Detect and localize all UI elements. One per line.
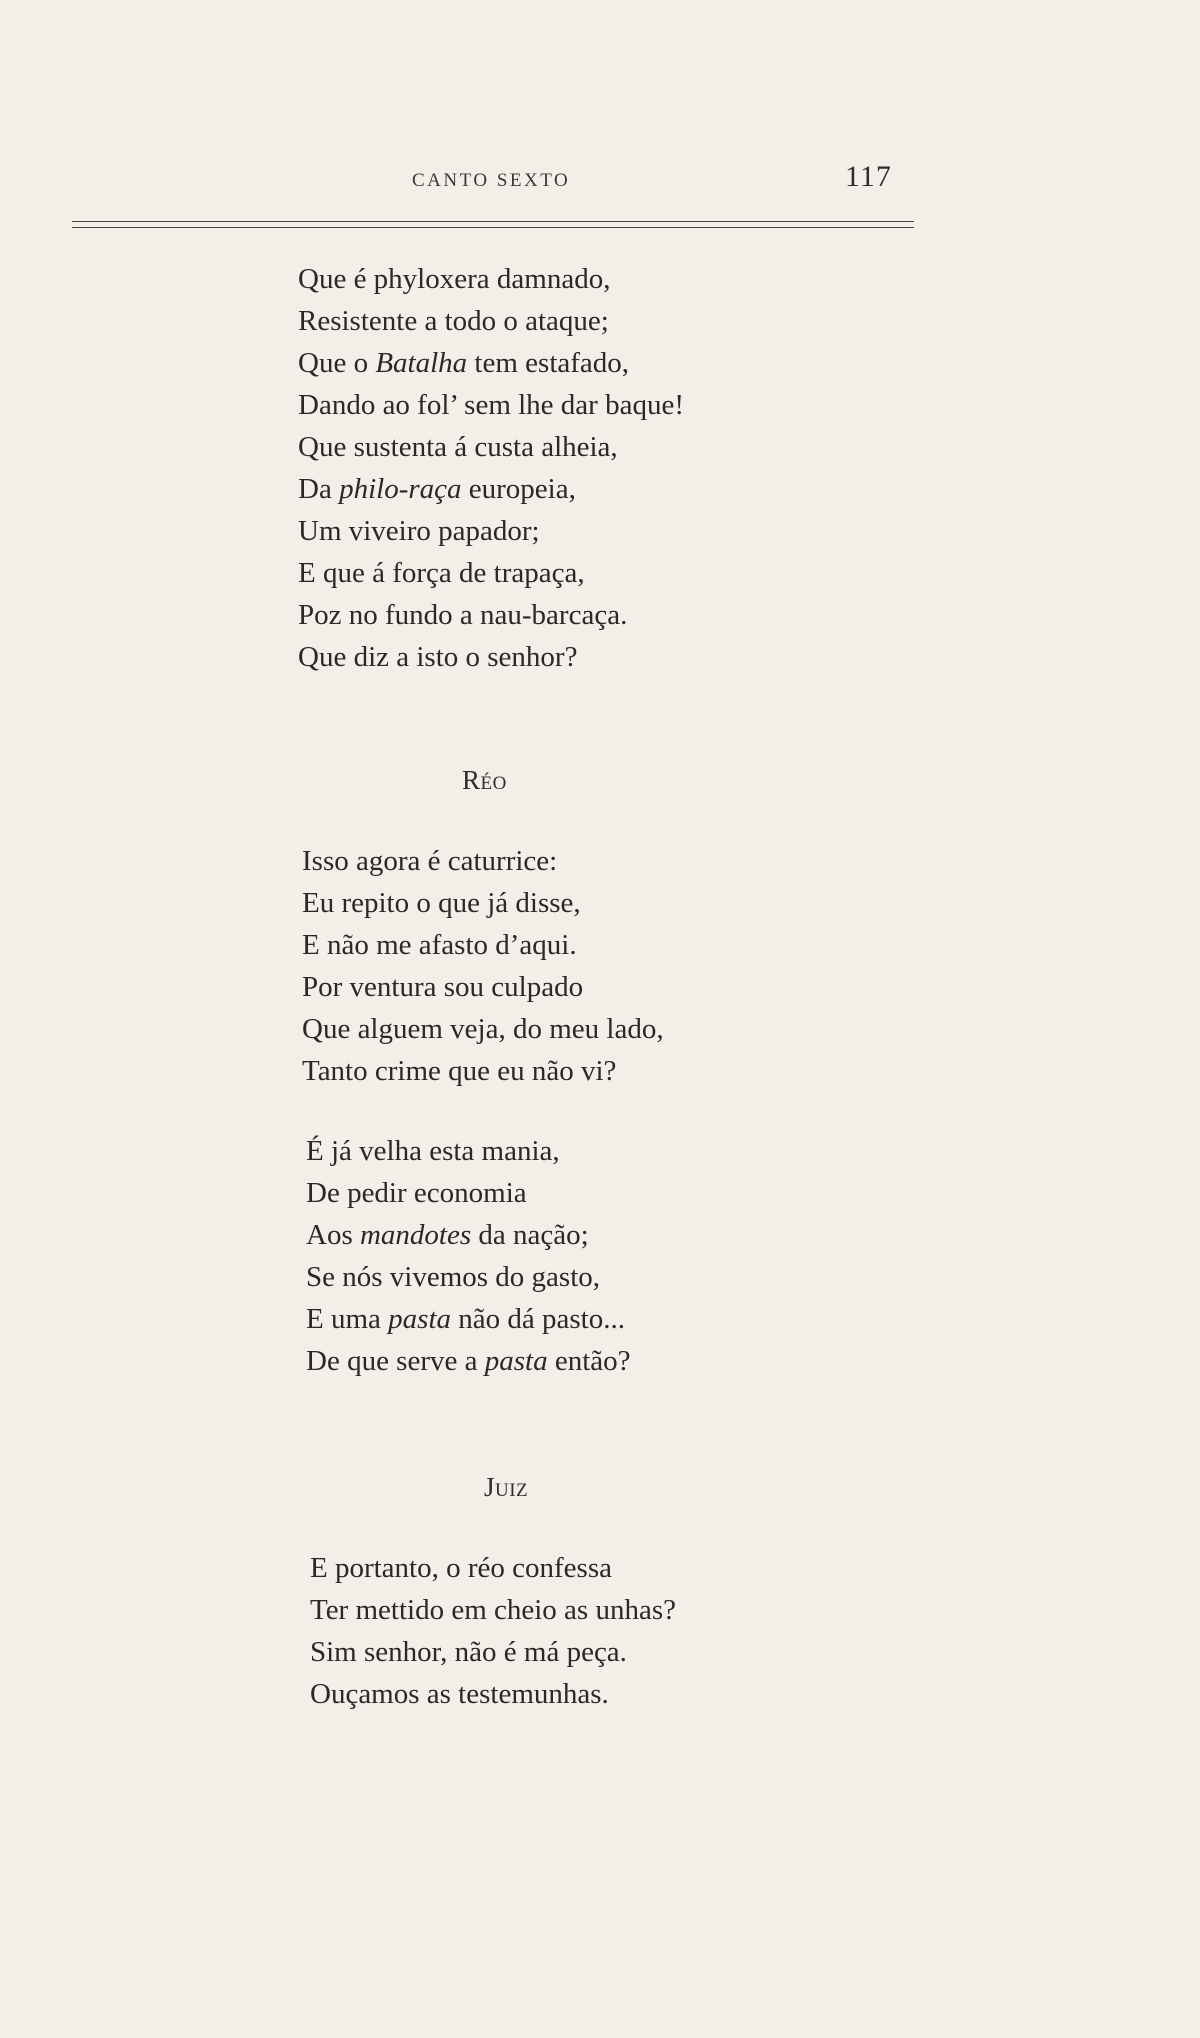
verse-line: Se nós vivemos do gasto, [306,1261,601,1293]
verse-line: Que diz a isto o senhor? [298,641,578,673]
verse-line: É já velha esta mania, [306,1135,560,1167]
verse-line: Um viveiro papador; [298,515,540,547]
verse-line: Que alguem veja, do meu lado, [302,1013,664,1045]
verse-line: E que á força de trapaça, [298,557,585,589]
verse-line: E portanto, o réo confessa [310,1552,612,1584]
verse-line: Poz no fundo a nau-barcaça. [298,599,628,631]
stanza-4 [310,1547,676,1715]
verse-line: Isso agora é caturrice: [302,845,558,877]
verse-line: Resistente a todo o ataque; [298,305,609,337]
verse-line: E não me afasto d’aqui. [302,929,577,961]
stanza-1 [298,258,684,678]
speaker-reo: Réo [462,765,507,795]
header-rule-bottom [72,227,914,228]
page-number: 117 [845,160,892,193]
verse-line: Ouçamos as testemunhas. [310,1678,609,1710]
verse-line: Que o Batalha tem estafado, [298,347,630,379]
header-rule-top [72,221,914,222]
verse-line: E uma pasta não dá pasto... [306,1303,625,1335]
verse-line: Que sustenta á custa alheia, [298,431,618,463]
verse-line: Sim senhor, não é má peça. [310,1636,627,1668]
verse-line: Aos mandotes da nação; [306,1219,589,1251]
verse-line: Da philo-raça europeia, [298,473,576,505]
speaker-juiz: Juiz [484,1472,529,1502]
verse-line: Dando ao fol’ sem lhe dar baque! [298,389,684,421]
verse-line: De pedir economia [306,1177,527,1209]
verse-line: Tanto crime que eu não vi? [302,1055,617,1087]
stanza-3 [306,1130,631,1382]
verse-line: Que é phyloxera damnado, [298,263,611,295]
running-header-title: CANTO SEXTO [412,170,571,191]
verse-line: Por ventura sou culpado [302,971,584,1003]
verse-line: De que serve a pasta então? [306,1345,631,1377]
stanza-2 [302,840,664,1092]
verse-line: Eu repito o que já disse, [302,887,581,919]
verse-line: Ter mettido em cheio as unhas? [310,1594,676,1626]
